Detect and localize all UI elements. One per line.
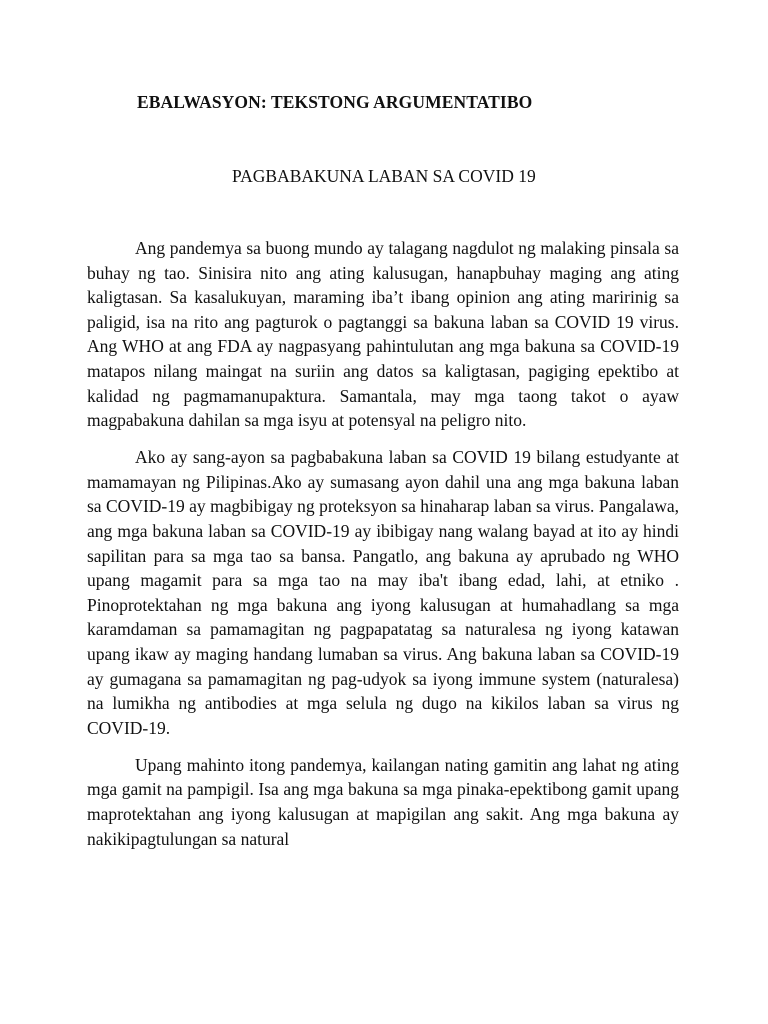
document-heading: EBALWASYON: TEKSTONG ARGUMENTATIBO — [137, 92, 533, 112]
paragraph-1: Ang pandemya sa buong mundo ay talagang nagdulot ng malaking pinsala sa buhay ng tao. Sinisira nito ang ating kalusugan, hanapbuhay maging ang ating kaligtasan. Sa kasalukuyan, maraming iba’t ibang opinion ang ating maririnig sa paligid, isa na rito ang pagturok o pagtanggi sa bakuna laban sa COVID 19 virus. Ang WHO at ang FDA ay nagpasyang pahintulutan ang mga bakuna sa COVID-19 matapos nilang maingat na suriin ang datos sa kaligtasan, pagiging epektibo at kalidad ng pagmamanupaktura. Samantala, may mga taong takot o ayaw magpabakuna dahilan sa mga isyu at potensyal na peligro nito. — [87, 238, 679, 431]
essay-title: PAGBABAKUNA LABAN SA COVID 19 — [232, 166, 536, 186]
paragraph-3: Upang mahinto itong pandemya, kailangan nating gamitin ang lahat ng ating mga gamit na pampigil. Isa ang mga bakuna sa mga pinaka-epektibong gamit upang maprotektahan ang iyong kalusugan at mapigilan ang sakit. Ang mga bakuna ay nakikipagtulungan sa natural — [87, 754, 679, 849]
paragraph-2: Ako ay sang-ayon sa pagbabakuna laban sa COVID 19 bilang estudyante at mamamayan ng Pilipinas.Ako ay sumasang ayon dahil una ang mga bakuna laban sa COVID-19 ay magbibigay ng proteksyon sa hinaharap laban sa virus. Pangalawa, ang mga bakuna laban sa COVID-19 ay ibibigay nang walang bayad at ito ay hindi sapilitan para sa mga tao sa bansa. Pangatlo, ang bakuna ay aprubado ng WHO upang magamit para sa mga tao na may iba't ibang edad, lahi, at etniko . Pinoprotektahan ng mga bakuna ang iyong kalusugan at humahadlang sa mga karamdaman sa pamamagitan ng pagpapatatag sa naturalesa ng iyong katawan upang ikaw ay maging handang lumaban sa virus. Ang bakuna laban sa COVID-19 ay gumagana sa pamamagitan ng pag-udyok sa iyong immune system (naturalesa) na lumikha ng antibodies at mga selula ng dugo na kikilos laban sa virus ng COVID-19. — [87, 447, 679, 738]
essay-body — [87, 236, 679, 864]
